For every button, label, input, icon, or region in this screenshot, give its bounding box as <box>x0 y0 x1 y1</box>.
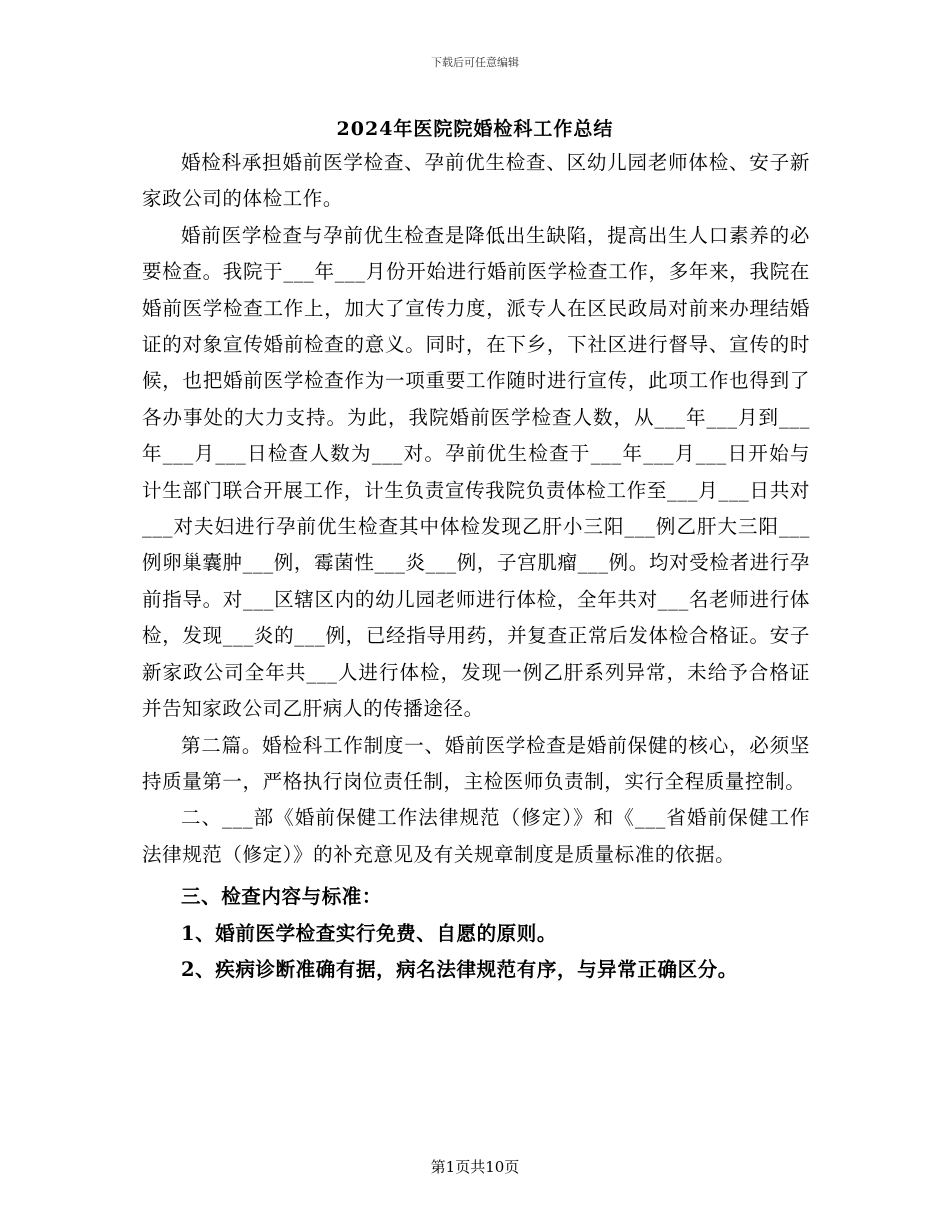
list-item: 2、疾病诊断准确有据，病名法律规范有序，与异常正确区分。 <box>181 957 738 981</box>
paragraph-intro: 婚检科承担婚前医学检查、孕前优生检查、区幼儿园老师体检、安子新家政公司的体检工作。 <box>142 151 810 211</box>
document-body <box>142 145 810 988</box>
section-heading: 三、检查内容与标准： <box>181 885 383 909</box>
page-footer: 第1页共10页 <box>430 1158 520 1176</box>
paragraph-regulations: 二、___部《婚前保健工作法律规范（修定）》和《___省婚前保健工作法律规范（修定）》的补充意见及有关规章制度是质量标准的依据。 <box>142 806 810 866</box>
paragraph-work-system: 第二篇。婚检科工作制度一、婚前医学检查是婚前保健的核心，必须坚持质量第一，严格执行岗位责任制，主检医师负责制，实行全程质量控制。 <box>142 733 810 793</box>
header-note: 下载后可任意编辑 <box>431 56 519 69</box>
list-item: 1、婚前医学检查实行免费、自愿的原则。 <box>181 921 557 945</box>
paragraph-premarital-exam: 婚前医学检查与孕前优生检查是降低出生缺陷，提高出生人口素养的必要检查。我院于___年___月份开始进行婚前医学检查工作，多年来，我院在婚前医学检查工作上，加大了宣传力度，派专人在区民政局对前来办理结婚证的对象宣传婚前检查的意义。同时，在下乡，下社区进行督导、宣传的时候，也把婚前医学检查作为一项重要工作随时进行宣传，此项工作也得到了各办事处的大力支持。为此，我院婚前医学检查人数，从___年___月到___年___月___日检查人数为___对。孕前优生检查于___年___月___日开始与计生部门联合开展工作，计生负责宣传我院负责体检工作至___月___日共对___对夫妇进行孕前优生检查其中体检发现乙肝小三阳___例乙肝大三阳___例卵巢囊肿___例，霉菌性___炎___例，子宫肌瘤___例。均对受检者进行孕前指导。对___区辖区内的幼儿园老师进行体检，全年共对___名老师进行体检，发现___炎的___例，已经指导用药，并复查正常后发体检合格证。安子新家政公司全年共___人进行体检，发现一例乙肝系列异常，未给予合格证并告知家政公司乙肝病人的传播途径。 <box>142 223 810 721</box>
document-title: 2024年医院院婚检科工作总结 <box>336 118 614 140</box>
